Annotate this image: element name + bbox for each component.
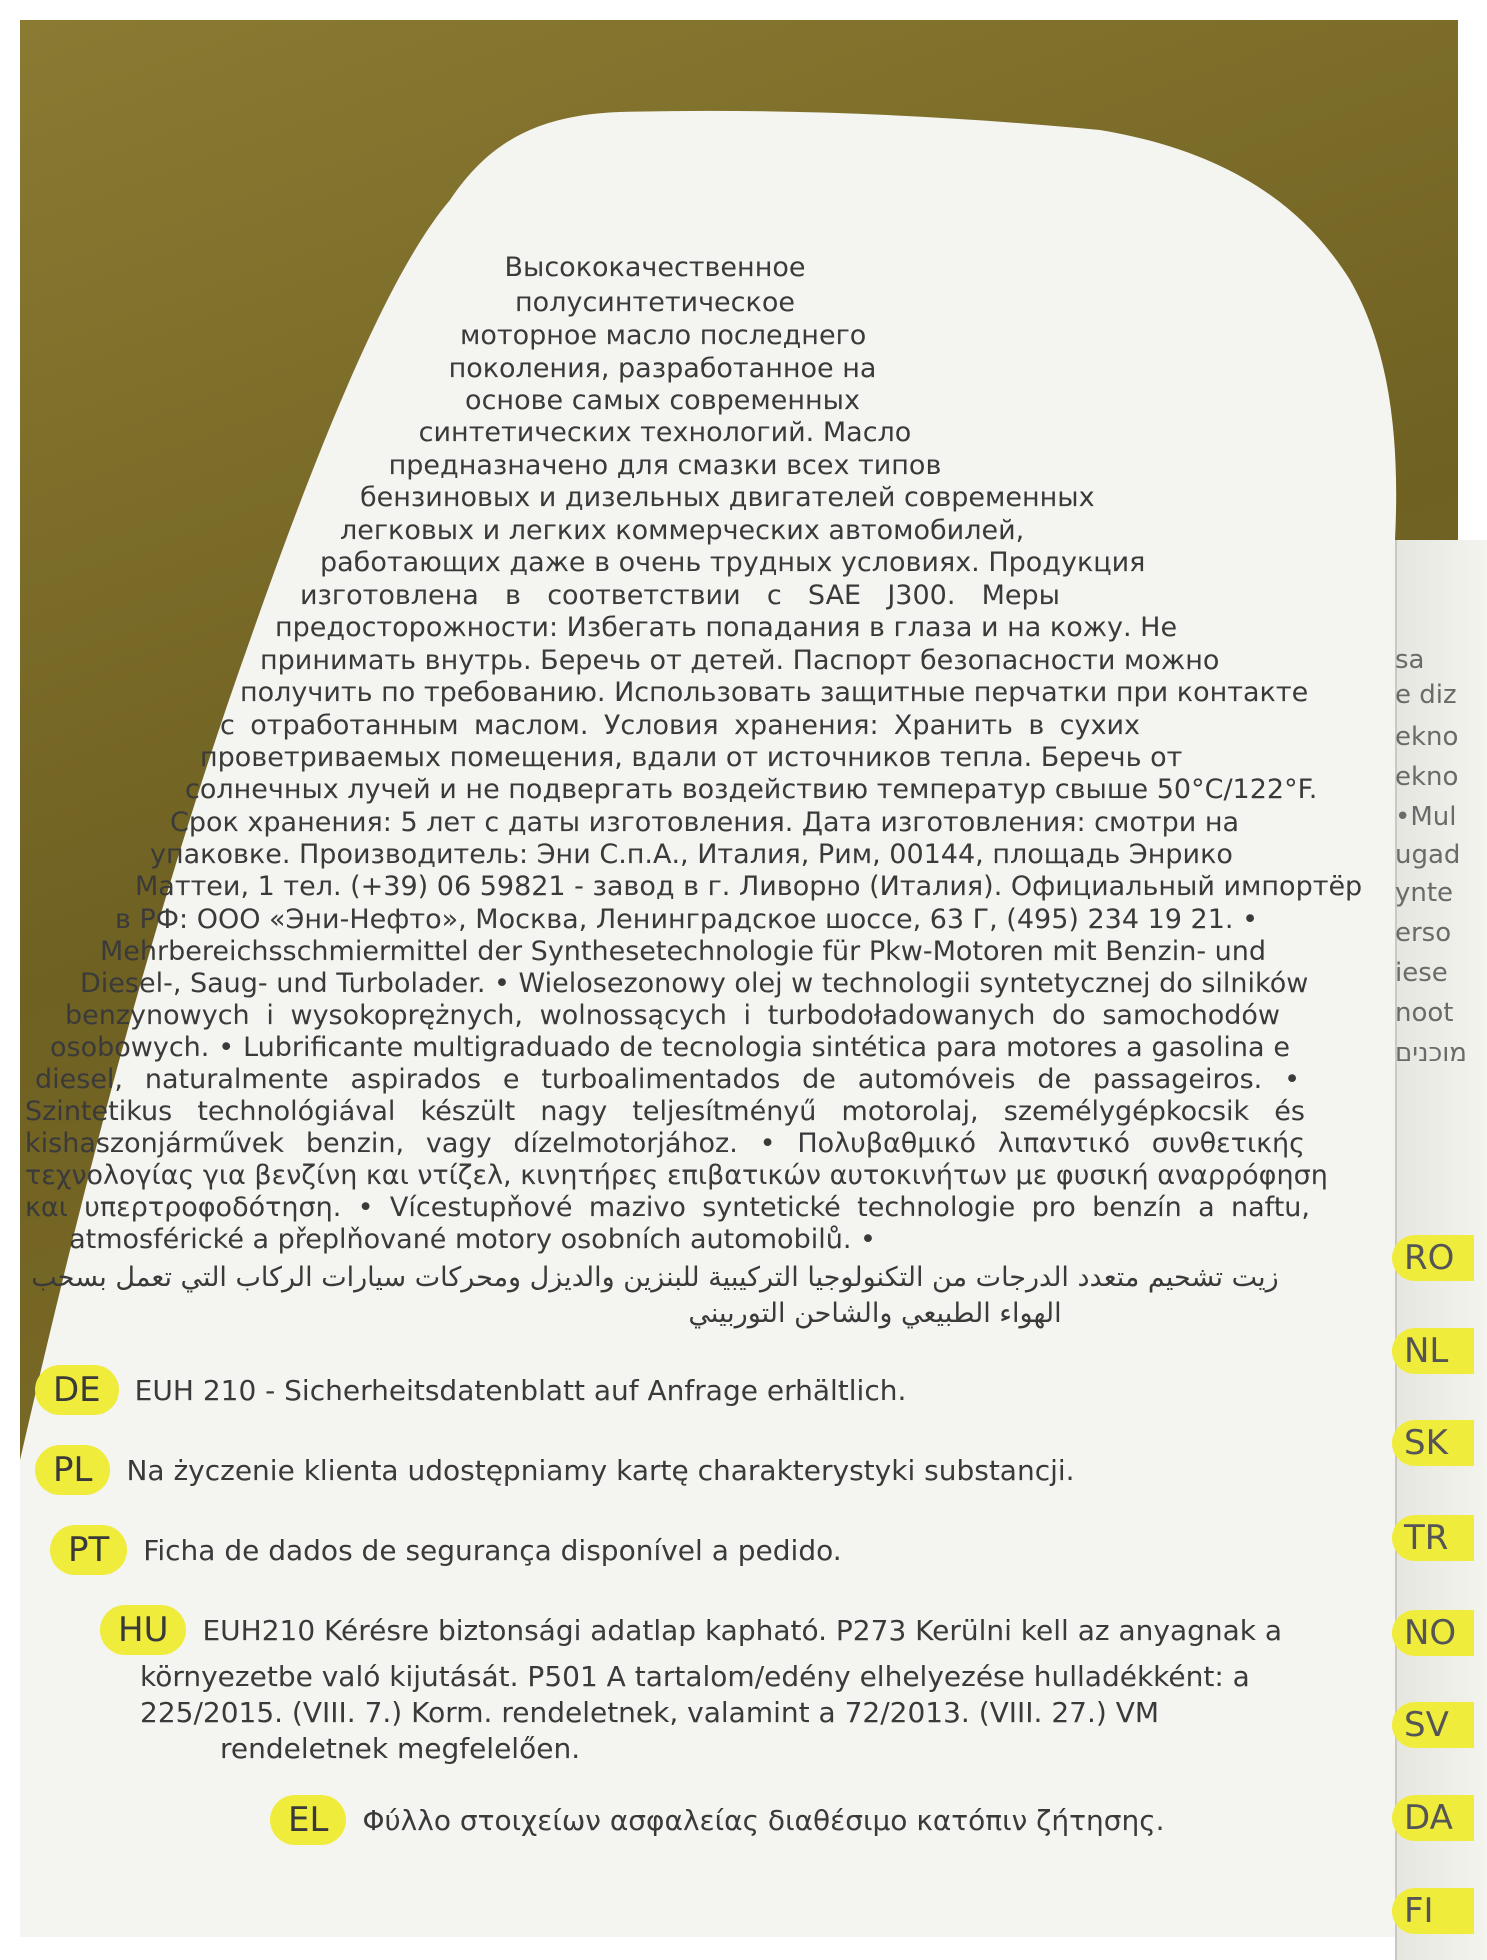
paragraph-line: синтетических технологий. Масло [418,417,912,448]
paragraph-line: в РФ: ООО «Эни-Нефто», Москва, Ленинградское шоссе, 63 Г, (495) 234 19 21. • [115,904,1258,935]
paragraph-line: زيت تشحيم متعدد الدرجات من التكنولوجيا التركيبية للبنزين والديزل ومحركات سيارات الركاب التي تعمل بسحب [31,1262,1279,1293]
language-code-badge: PL [35,1445,110,1495]
side-page-fragment: •Mul [1395,802,1457,832]
safety-text: Na życzenie klienta udostępniamy kartę charakterystyki substancji. [126,1453,1075,1487]
side-page-fragment: ugad [1395,840,1461,870]
language-code-badge: DE [35,1365,119,1415]
side-language-badge: DA [1392,1795,1474,1841]
side-page-fragment: erso [1395,918,1452,948]
hu-continuation-line: környezetbe való kijutását. P501 A tartalom/edény elhelyezése hulladékként: a [140,1660,1250,1693]
paragraph-line: Высококачественное [504,252,806,283]
paragraph-line: Маттеи, 1 тел. (+39) 06 59821 - завод в г. Ливорно (Италия). Официальный импортёр [135,871,1363,902]
side-language-badge: NO [1392,1610,1474,1656]
side-page-fragment: ekno [1395,722,1459,752]
paragraph-line: atmosférické a přeplňované motory osobních automobilů. • [69,1224,876,1255]
language-code-badge: EL [270,1795,346,1845]
paragraph-line: kishaszonjárművek benzin, vagy dízelmotorjához. • Πολυβαθμικό λιπαντικό συνθετικής [25,1128,1305,1159]
paragraph-line: основе самых современных [465,385,860,416]
paragraph-line: diesel, naturalmente aspirados e turboalimentados de automóveis de passageiros. • [35,1064,1300,1095]
safety-text: EUH210 Kérésre biztonsági adatlap kapható. P273 Kerülni kell az anyagnak a [202,1613,1283,1647]
paragraph-line: упаковке. Производитель: Эни С.п.А., Италия, Рим, 00144, площадь Энрико [150,839,1233,870]
photo-scene [20,20,1467,1937]
side-page-fragment: iese [1395,958,1448,988]
language-code-badge: HU [100,1605,186,1655]
paragraph-line: benzynowych i wysokoprężnych, wolnossących i turbodoładowanych do samochodów [65,1000,1280,1031]
paragraph-line: получить по требованию. Использовать защитные перчатки при контакте [240,677,1309,708]
paragraph-line: Diesel-, Saug- und Turbolader. • Wielosezonowy olej w technologii syntetycznej do silników [80,968,1309,999]
safety-row [35,1445,1075,1495]
paragraph-line: бензиновых и дизельных двигателей современных [360,482,1095,513]
paragraph-line: και υπερτροφοδότηση. • Vícestupňové mazivo syntetické technologie pro benzín a naftu, [25,1192,1310,1223]
side-language-badge: SV [1392,1702,1474,1748]
side-language-badge: RO [1392,1235,1474,1281]
side-language-badge: TR [1392,1515,1474,1561]
safety-text: Ficha de dados de segurança disponível a pedido. [143,1533,842,1567]
paragraph-line: изготовлена в соответствии с SAE J300. Меры [300,580,1060,611]
paragraph-line: поколения, разработанное на [448,353,877,384]
safety-row [35,1365,906,1415]
side-page-fragment: מוכנים [1395,1038,1467,1068]
paragraph-line: osobowych. • Lubrificante multigraduado de tecnologia sintética para motores a gasolina e [50,1032,1290,1063]
safety-text: EUH 210 - Sicherheitsdatenblatt auf Anfrage erhältlich. [134,1373,907,1407]
side-page-fragment: sa [1395,645,1425,675]
side-page-fragment: noot [1395,998,1454,1028]
side-language-badge: NL [1392,1328,1474,1374]
side-page-fragment: e diz [1395,680,1457,710]
paragraph-line: легковых и легких коммерческих автомобилей, [340,515,1025,546]
paragraph-line: الهواء الطبيعي والشاحن التوربيني [688,1298,1062,1329]
paragraph-line: Срок хранения: 5 лет с даты изготовления. Дата изготовления: смотри на [170,807,1240,838]
language-code-badge: PT [50,1525,127,1575]
safety-row [50,1525,842,1575]
side-language-badge: FI [1392,1888,1474,1934]
side-language-badge: SK [1392,1420,1474,1466]
safety-text: Φύλλο στοιχείων ασφαλείας διαθέσιμο κατόπιν ζήτησης. [362,1803,1165,1837]
paragraph-line: полусинтетическое [515,287,795,318]
paragraph-line: солнечных лучей и не подвергать воздействию температур свыше 50°C/122°F. [185,774,1318,805]
safety-row [100,1605,1282,1655]
safety-row [270,1795,1165,1845]
paragraph-line: τεχνολογίας για βενζίνη και ντίζελ, κινητήρες επιβατικών αυτοκινήτων με φυσική αναρρόφηση [25,1160,1328,1191]
paragraph-line: принимать внутрь. Беречь от детей. Паспорт безопасности можно [260,645,1220,676]
hu-continuation-line: rendeletnek megfelelően. [220,1732,581,1765]
side-page-fragment: ynte [1395,878,1454,908]
side-page-fragment: ekno [1395,762,1459,792]
paragraph-line: моторное масло последнего [460,320,867,351]
hu-continuation-line: 225/2015. (VIII. 7.) Korm. rendeletnek, valamint a 72/2013. (VIII. 27.) VM [140,1696,1160,1729]
paragraph-line: работающих даже в очень трудных условиях. Продукция [320,547,1146,578]
paragraph-line: Szintetikus technológiával készült nagy teljesítményű motorolaj, személygépkocsik és [25,1096,1305,1127]
paragraph-line: Mehrbereichsschmiermittel der Synthesetechnologie für Pkw-Motoren mit Benzin- und [100,936,1267,967]
paragraph-line: предосторожности: Избегать попадания в глаза и на кожу. Не [275,612,1178,643]
paragraph-line: проветриваемых помещения, вдали от источников тепла. Беречь от [200,742,1183,773]
paragraph-line: предназначено для смазки всех типов [388,450,942,481]
paragraph-line: с отработанным маслом. Условия хранения: Хранить в сухих [220,710,1140,741]
